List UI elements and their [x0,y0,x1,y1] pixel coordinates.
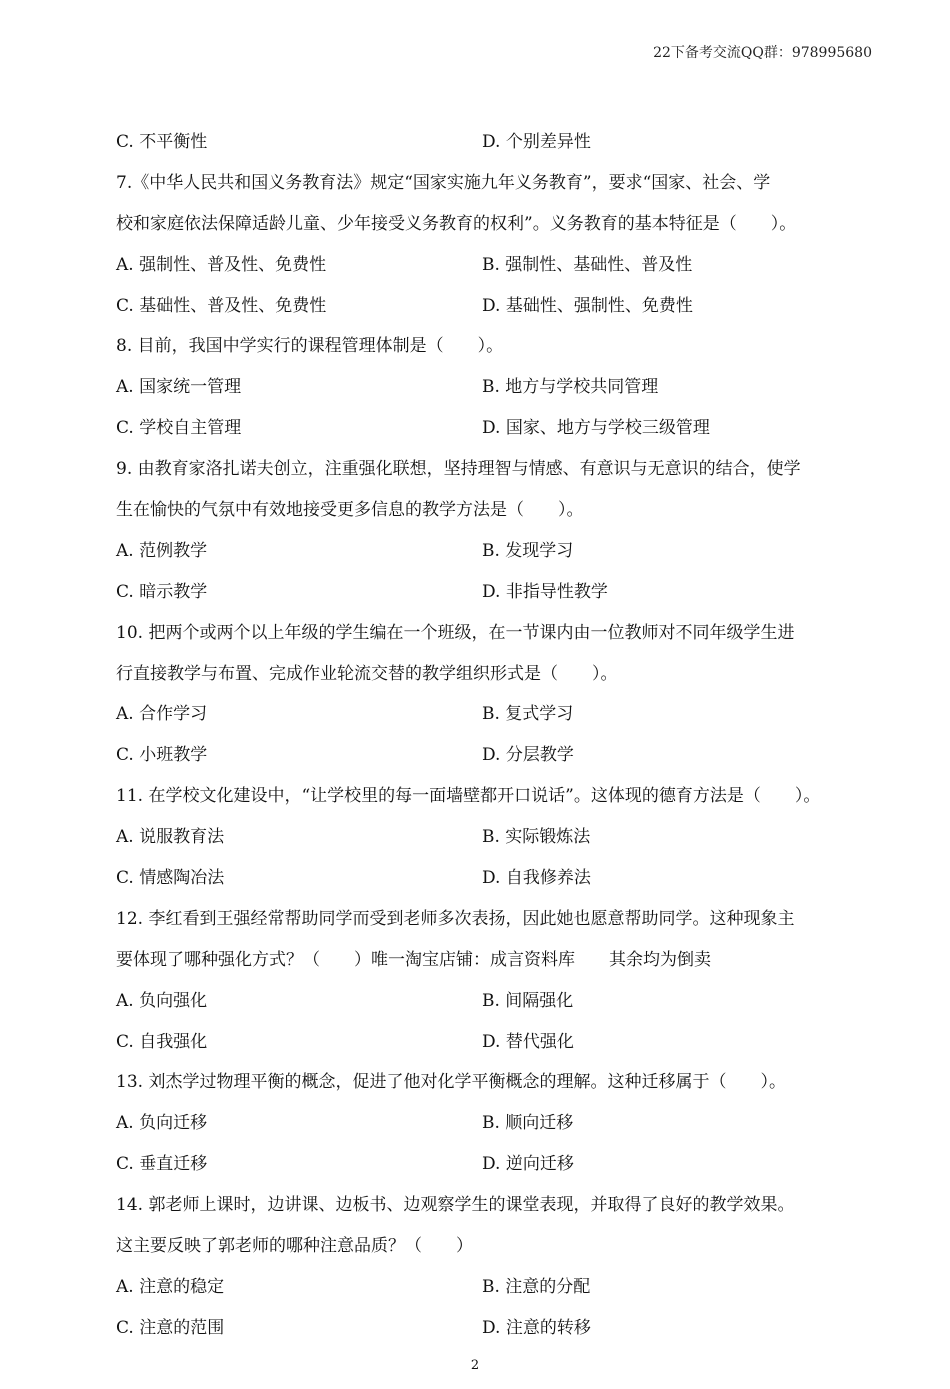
question-block [116,326,840,449]
option-a: A. 强制性、普及性、免费性 [116,254,327,275]
question-stem-line: 生在愉快的气氛中有效地接受更多信息的教学方法是（ ）。 [116,500,584,521]
option-a: A. 国家统一管理 [116,377,242,398]
header-note: 22下备考交流QQ群：978995680 [653,45,872,61]
option-row [116,858,840,899]
question-stem [116,326,840,367]
question-stem [116,776,840,817]
option-d: D. 个别差异性 [482,132,591,152]
option-b: B. 强制性、基础性、普及性 [482,254,693,275]
option-b: B. 间隔强化 [482,990,574,1011]
option-row [116,817,840,858]
question-stem-line: 校和家庭依法保障适龄儿童、少年接受义务教育的权利”。义务教育的基本特征是（ ）。 [116,213,797,234]
option-a: A. 合作学习 [116,704,208,725]
option-row [116,367,840,408]
question-block [116,899,840,1063]
option-row [116,694,840,735]
option-row [116,572,840,613]
option-d: D. 逆向迁移 [482,1154,574,1175]
option-d: D. 自我修养法 [482,868,591,889]
question-stem-line: 这主要反映了郭老师的哪种注意品质？（ ） [116,1236,473,1257]
option-row [116,408,840,449]
option-c: C. 学校自主管理 [116,418,242,439]
question-block [116,1185,840,1349]
option-d: D. 非指导性教学 [482,581,608,602]
question-stem-line: 13. 刘杰学过物理平衡的概念，促进了他对化学平衡概念的理解。这种迁移属于（ ）。 [116,1072,786,1093]
option-c: C. 注意的范围 [116,1317,225,1338]
question-stem [116,449,840,531]
question-block [116,163,840,327]
option-row [116,1308,840,1349]
option-row [116,1267,840,1308]
option-row [116,245,840,286]
question-block [116,776,840,899]
option-a: A. 负向强化 [116,990,208,1011]
option-c: C. 自我强化 [116,1031,208,1052]
question-stem-line: 要体现了哪种强化方式？（ ）唯一淘宝店铺：成言资料库 其余均为倒卖 [116,949,711,970]
question-list [116,122,840,1349]
question-stem-line: 8. 目前，我国中学实行的课程管理体制是（ ）。 [116,336,504,357]
option-c: C. 垂直迁移 [116,1154,208,1175]
question-stem [116,1185,840,1267]
question-block [116,449,840,613]
option-a: A. 说服教育法 [116,827,225,848]
option-d: D. 分层教学 [482,745,574,766]
question-block [116,613,840,777]
question-stem-line: 14. 郭老师上课时，边讲课、边板书、边观察学生的课堂表现，并取得了良好的教学效果。 [116,1195,795,1216]
page-number: 2 [470,1358,480,1373]
option-c: C. 暗示教学 [116,581,208,602]
option-b: B. 发现学习 [482,540,574,561]
question-stem-line: 7.《中华人民共和国义务教育法》规定“国家实施九年义务教育”，要求“国家、社会、学 [116,172,771,193]
option-c: C. 情感陶冶法 [116,868,225,889]
question-stem [116,1062,840,1103]
option-a: A. 注意的稳定 [116,1276,225,1297]
option-row [116,1103,840,1144]
option-a: A. 负向迁移 [116,1113,208,1134]
option-d: D. 国家、地方与学校三级管理 [482,418,710,439]
option-d: D. 基础性、强制性、免费性 [482,295,693,316]
option-b: B. 实际锻炼法 [482,827,591,848]
question-stem-line: 9. 由教育家洛扎诺夫创立，注重强化联想，坚持理智与情感、有意识与无意识的结合，使学 [116,459,801,480]
option-row [116,531,840,572]
question-stem [116,613,840,695]
question-stem [116,163,840,245]
option-b: B. 复式学习 [482,704,574,725]
option-c: C. 不平衡性 [116,132,208,152]
option-row [116,1144,840,1185]
option-d: D. 注意的转移 [482,1317,591,1338]
option-row [116,1022,840,1063]
option-b: B. 地方与学校共同管理 [482,377,659,398]
option-a: A. 范例教学 [116,540,208,561]
option-row [116,981,840,1022]
option-d: D. 替代强化 [482,1031,574,1052]
question-stem [116,899,840,981]
option-c: C. 小班教学 [116,745,208,766]
option-b: B. 顺向迁移 [482,1113,574,1134]
question-stem-line: 12. 李红看到王强经常帮助同学而受到老师多次表扬，因此她也愿意帮助同学。这种现象主 [116,908,795,929]
option-b: B. 注意的分配 [482,1276,591,1297]
question-stem-line: 11. 在学校文化建设中，“让学校里的每一面墙壁都开口说话”。这体现的德育方法是（ ）。 [116,786,821,807]
option-row [116,286,840,327]
option-row [116,122,840,163]
question-block [116,1062,840,1185]
question-stem-line: 10. 把两个或两个以上年级的学生编在一个班级，在一节课内由一位教师对不同年级学生进 [116,622,795,643]
option-row [116,735,840,776]
option-c: C. 基础性、普及性、免费性 [116,295,327,316]
question-stem-line: 行直接教学与布置、完成作业轮流交替的教学组织形式是（ ）。 [116,663,618,684]
